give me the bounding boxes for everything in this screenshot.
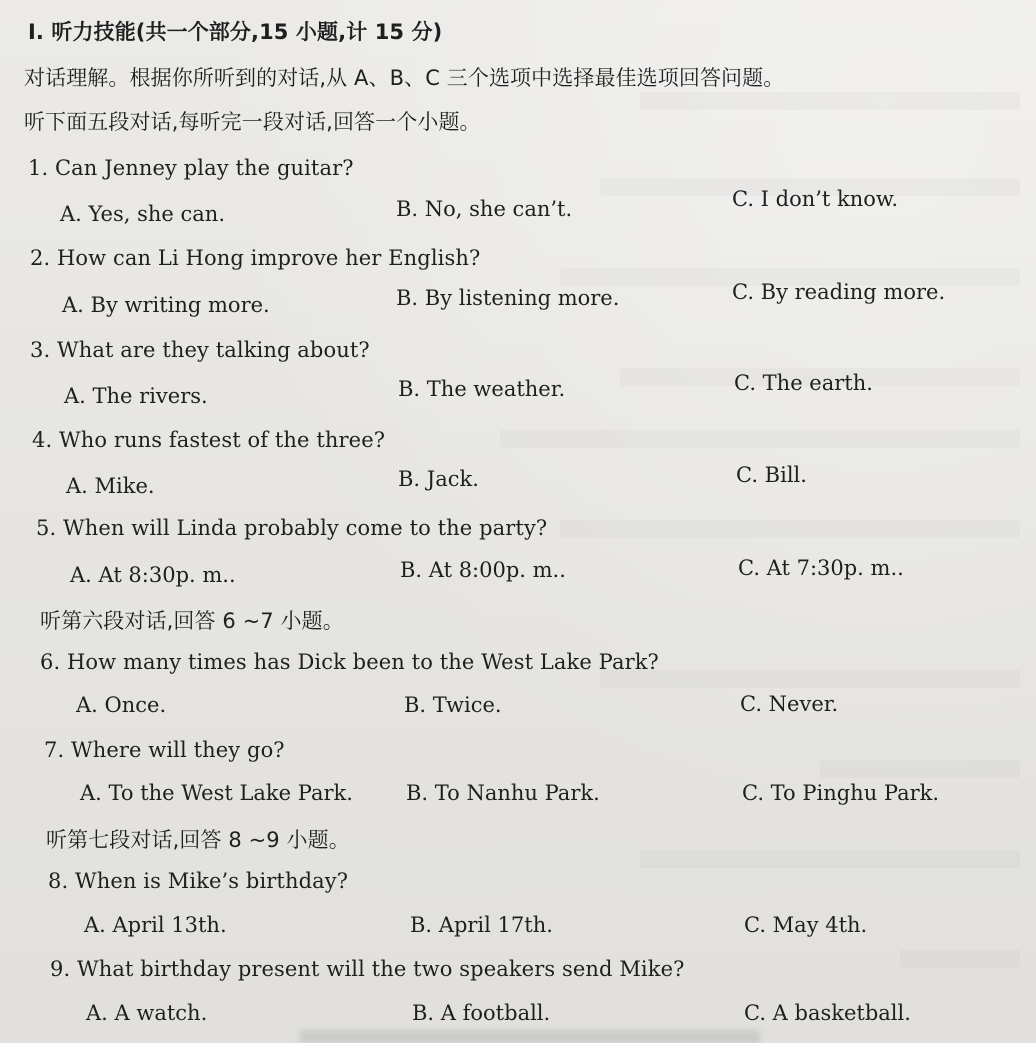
option-b: B. The weather. [398,377,566,401]
option-b: B. By listening more. [396,286,620,310]
option-b: B. To Nanhu Park. [406,781,600,805]
option-c: C. To Pinghu Park. [742,781,940,805]
question-2: 2. How can Li Hong improve her English? [30,246,481,270]
option-c: C. Bill. [736,463,807,487]
option-c: C. May 4th. [744,913,868,937]
option-a: A. The rivers. [64,384,208,408]
bleed-through-text [640,850,1020,868]
cut-off-next-line [300,1030,760,1043]
bleed-through-text [900,950,1020,968]
option-a: A. To the West Lake Park. [80,781,353,805]
option-a: A. April 13th. [84,913,227,937]
option-b: B. Twice. [404,693,502,717]
option-b: B. No, she can’t. [396,197,573,221]
option-c: C. By reading more. [732,280,946,304]
question-8: 8. When is Mike’s birthday? [48,869,349,893]
question-4: 4. Who runs fastest of the three? [32,428,386,452]
option-a: A. Mike. [66,474,155,498]
option-b: B. At 8:00p. m.. [400,558,566,582]
option-a: A. At 8:30p. m.. [70,563,236,587]
option-c: C. The earth. [734,371,873,395]
bleed-through-text [500,430,1020,448]
option-b: B. April 17th. [410,913,553,937]
option-c: C. Never. [740,692,839,716]
option-a: A. A watch. [86,1001,208,1025]
section-title: Ⅰ. 听力技能(共一个部分,15 小题,计 15 分) [28,20,443,44]
option-c: C. I don’t know. [732,187,899,211]
instruction-text: 听第六段对话,回答 6 ~7 小题。 [40,609,344,633]
option-a: A. By writing more. [62,293,270,317]
question-9: 9. What birthday present will the two speakers send Mike? [50,957,685,981]
option-a: A. Yes, she can. [60,202,225,226]
option-a: A. Once. [76,693,167,717]
bleed-through-text [640,92,1020,110]
option-b: B. Jack. [398,467,479,491]
bleed-through-text [600,670,1020,688]
instruction-text: 听第七段对话,回答 8 ~9 小题。 [46,828,350,852]
question-5: 5. When will Linda probably come to the party? [36,516,548,540]
instruction-text: 听下面五段对话,每听完一段对话,回答一个小题。 [24,110,481,134]
bleed-through-text [560,520,1020,538]
bleed-through-text [820,760,1020,778]
question-7: 7. Where will they go? [44,738,285,762]
question-6: 6. How many times has Dick been to the West Lake Park? [40,650,659,674]
option-c: C. A basketball. [744,1001,911,1025]
instruction-text: 对话理解。根据你所听到的对话,从 A、B、C 三个选项中选择最佳选项回答问题。 [24,66,785,90]
question-3: 3. What are they talking about? [30,338,370,362]
question-1: 1. Can Jenney play the guitar? [28,156,354,180]
option-c: C. At 7:30p. m.. [738,556,904,580]
option-b: B. A football. [412,1001,551,1025]
